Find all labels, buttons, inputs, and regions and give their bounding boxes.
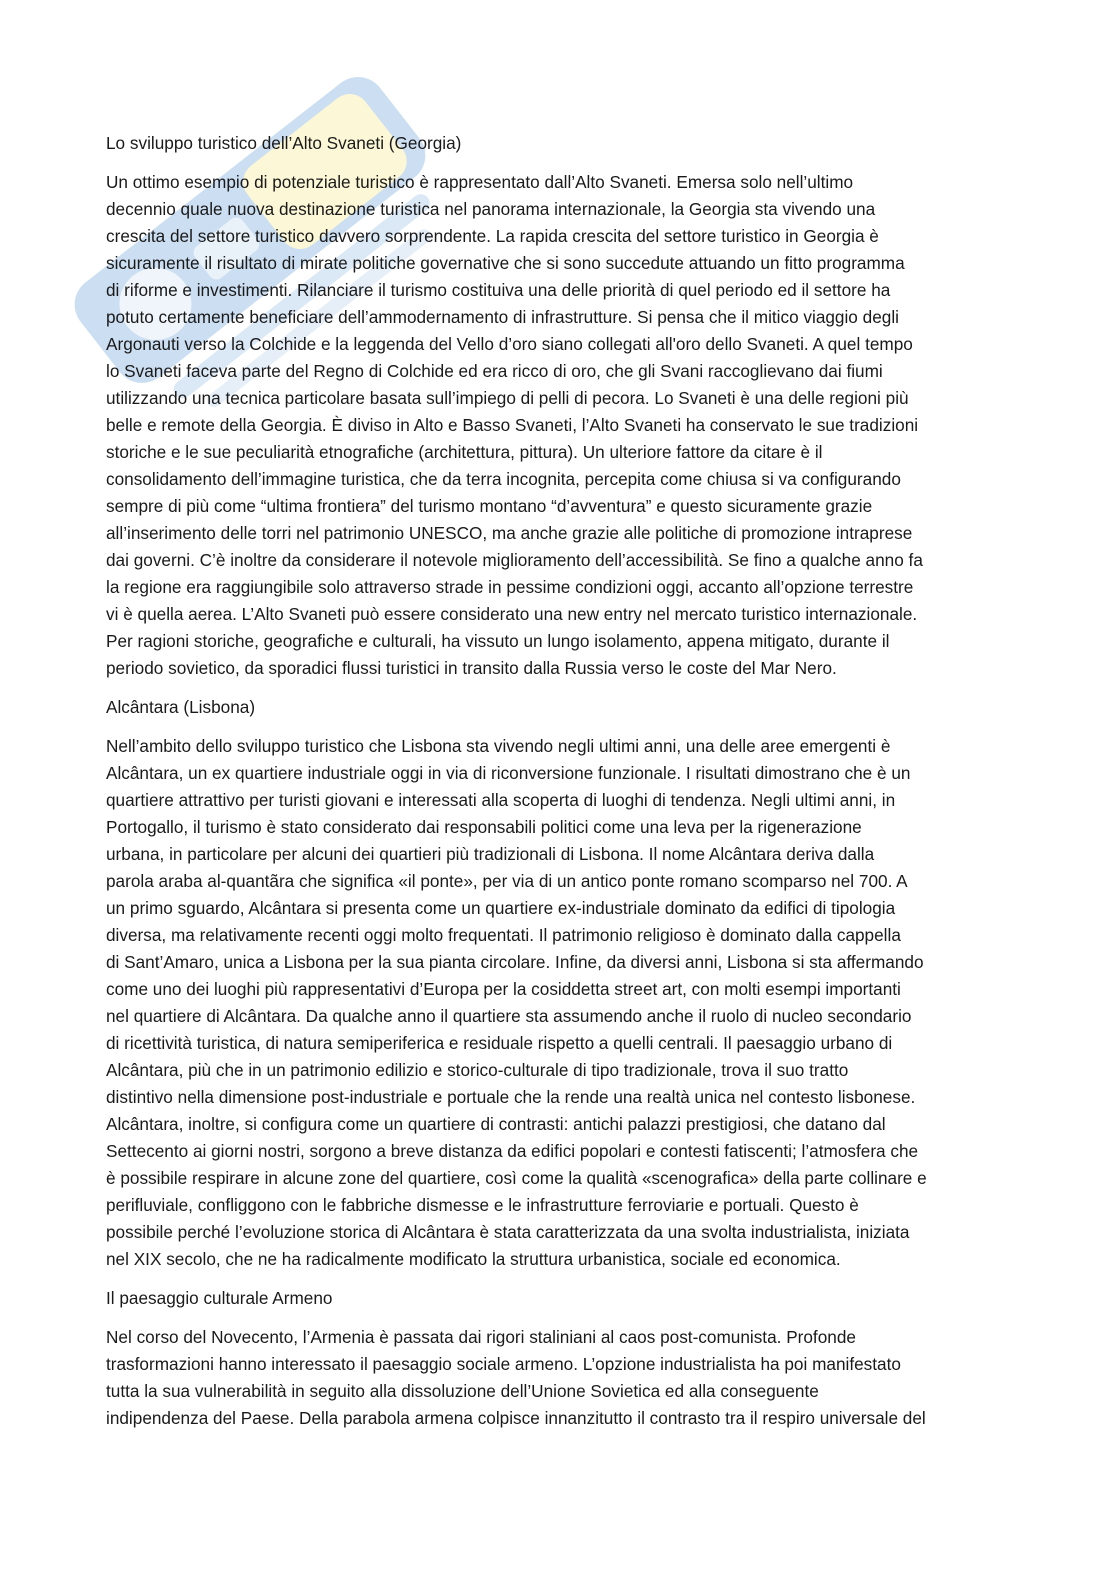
text-line: decennio quale nuova destinazione turistica nel panorama internazionale, la Georgia sta vivendo una — [106, 199, 876, 219]
text-line: vi è quella aerea. L’Alto Svaneti può essere considerato una new entry nel mercato turistico internazionale. — [106, 604, 918, 624]
text-line: trasformazioni hanno interessato il paesaggio sociale armeno. L’opzione industrialista ha poi manifestato — [106, 1354, 901, 1374]
text-line: crescita del settore turistico davvero sorprendente. La rapida crescita del settore turistico in Georgia è — [106, 226, 879, 246]
text-line: nel XIX secolo, che ne ha radicalmente modificato la struttura urbanistica, sociale ed economica. — [106, 1249, 841, 1269]
text-line: quartiere attrattivo per turisti giovani e interessati alla scoperta di luoghi di tendenza. Negli ultimi anni, in — [106, 790, 896, 810]
section-alcantara — [106, 694, 1010, 1273]
text-line: Alcântara, più che in un patrimonio edilizio e storico-culturale di tipo tradizionale, trova il suo tratto — [106, 1060, 849, 1080]
text-line: un primo sguardo, Alcântara si presenta come un quartiere ex-industriale dominato da edifici di tipologia — [106, 898, 896, 918]
text-line: urbana, in particolare per alcuni dei quartieri più tradizionali di Lisbona. Il nome Alcântara deriva dalla — [106, 844, 875, 864]
section-paragraph — [106, 1324, 1010, 1432]
text-line: Settecento ai giorni nostri, sorgono a breve distanza da edifici popolari e contesti fatiscenti; l’atmosfera che — [106, 1141, 919, 1161]
text-line: come uno dei luoghi più rappresentativi d’Europa per la cosiddetta street art, con molti esempi importanti — [106, 979, 901, 999]
text-line: Nel corso del Novecento, l’Armenia è passata dai rigori staliniani al caos post-comunista. Profonde — [106, 1327, 856, 1347]
text-line: perifluviale, confliggono con le fabbriche dismesse e le infrastrutture ferroviarie e portuali. Questo è — [106, 1195, 859, 1215]
document-body — [106, 130, 1010, 1444]
text-line: belle e remote della Georgia. È diviso in Alto e Basso Svaneti, l’Alto Svaneti ha conservato le sue tradizioni — [106, 415, 919, 435]
text-line: nel quartiere di Alcântara. Da qualche anno il quartiere sta assumendo anche il ruolo di nucleo secondario — [106, 1006, 912, 1026]
text-line: utilizzando una tecnica particolare basata sull’impiego di pelli di pecora. Lo Svaneti è una delle regioni più — [106, 388, 909, 408]
text-line: di ricettività turistica, di natura semiperiferica e residuale rispetto a quelli centrali. Il paesaggio urbano di — [106, 1033, 893, 1053]
section-paragraph — [106, 169, 1010, 682]
text-line: Per ragioni storiche, geografiche e culturali, ha vissuto un lungo isolamento, appena mitigato, durante il — [106, 631, 890, 651]
text-line: possibile perché l’evoluzione storica di Alcântara è stata caratterizzata da una svolta industrialista, iniziata — [106, 1222, 910, 1242]
text-line: distintivo nella dimensione post-industriale e portuale che la rende una realtà unica nel contesto lisbonese. — [106, 1087, 916, 1107]
text-line: è possibile respirare in alcune zone del quartiere, così come la qualità «scenografica» della parte collinare e — [106, 1168, 927, 1188]
text-line: di riforme e investimenti. Rilanciare il turismo costituiva una delle priorità di quel periodo ed il settore ha — [106, 280, 891, 300]
text-line: sicuramente il risultato di mirate politiche governative che si sono succedute attuando un fitto programma — [106, 253, 905, 273]
text-line: parola araba al-quantãra che significa «il ponte», per via di un antico ponte romano scomparso nel 700. A — [106, 871, 908, 891]
text-line: storiche e le sue peculiarità etnografiche (architettura, pittura). Un ulteriore fattore da citare è il — [106, 442, 823, 462]
text-line: Portogallo, il turismo è stato considerato dai responsabili politici come una leva per la rigenerazione — [106, 817, 862, 837]
text-line: di Sant’Amaro, unica a Lisbona per la sua pianta circolare. Infine, da diversi anni, Lisbona si sta affermando — [106, 952, 924, 972]
section-armenia — [106, 1285, 1010, 1432]
text-line: tutta la sua vulnerabilità in seguito alla dissoluzione dell’Unione Sovietica ed alla conseguente — [106, 1381, 819, 1401]
section-heading: Il paesaggio culturale Armeno — [106, 1288, 333, 1308]
text-line: Alcântara, inoltre, si configura come un quartiere di contrasti: antichi palazzi prestigiosi, che datano dal — [106, 1114, 886, 1134]
text-line: sempre di più come “ultima frontiera” del turismo montano “d’avventura” e questo sicuramente grazie — [106, 496, 873, 516]
text-line: lo Svaneti faceva parte del Regno di Colchide ed era ricco di oro, che gli Svani raccoglievano dai fiumi — [106, 361, 883, 381]
text-line: periodo sovietico, da sporadici flussi turistici in transito dalla Russia verso le coste del Mar Nero. — [106, 658, 837, 678]
text-line: Nell’ambito dello sviluppo turistico che Lisbona sta vivendo negli ultimi anni, una delle aree emergenti è — [106, 736, 891, 756]
text-line: la regione era raggiungibile solo attraverso strade in pessime condizioni oggi, accanto all’opzione terrestre — [106, 577, 914, 597]
section-heading: Alcântara (Lisbona) — [106, 697, 256, 717]
text-line: potuto certamente beneficiare dell’ammodernamento di infrastrutture. Si pensa che il mitico viaggio degli — [106, 307, 899, 327]
text-line: dai governi. C’è inoltre da considerare il notevole miglioramento dell’accessibilità. Se fino a qualche anno fa — [106, 550, 923, 570]
section-alto-svaneti — [106, 130, 1010, 682]
text-line: Alcântara, un ex quartiere industriale oggi in via di riconversione funzionale. I risultati dimostrano che è un — [106, 763, 911, 783]
text-line: Argonauti verso la Colchide e la leggenda del Vello d’oro siano collegati all'oro dello Svaneti. A quel tempo — [106, 334, 913, 354]
text-line: consolidamento dell’immagine turistica, che da terra incognita, percepita come chiusa si va configurando — [106, 469, 901, 489]
text-line: all’inserimento delle torri nel patrimonio UNESCO, ma anche grazie alle politiche di promozione intraprese — [106, 523, 913, 543]
text-line: Un ottimo esempio di potenziale turistico è rappresentato dall’Alto Svaneti. Emersa solo nell’ultimo — [106, 172, 854, 192]
section-heading: Lo sviluppo turistico dell’Alto Svaneti (Georgia) — [106, 133, 462, 153]
text-line: indipendenza del Paese. Della parabola armena colpisce innanzitutto il contrasto tra il respiro universale del — [106, 1408, 926, 1428]
section-paragraph — [106, 733, 1010, 1273]
text-line: diversa, ma relativamente recenti oggi molto frequentati. Il patrimonio religioso è dominato dalla cappella — [106, 925, 901, 945]
